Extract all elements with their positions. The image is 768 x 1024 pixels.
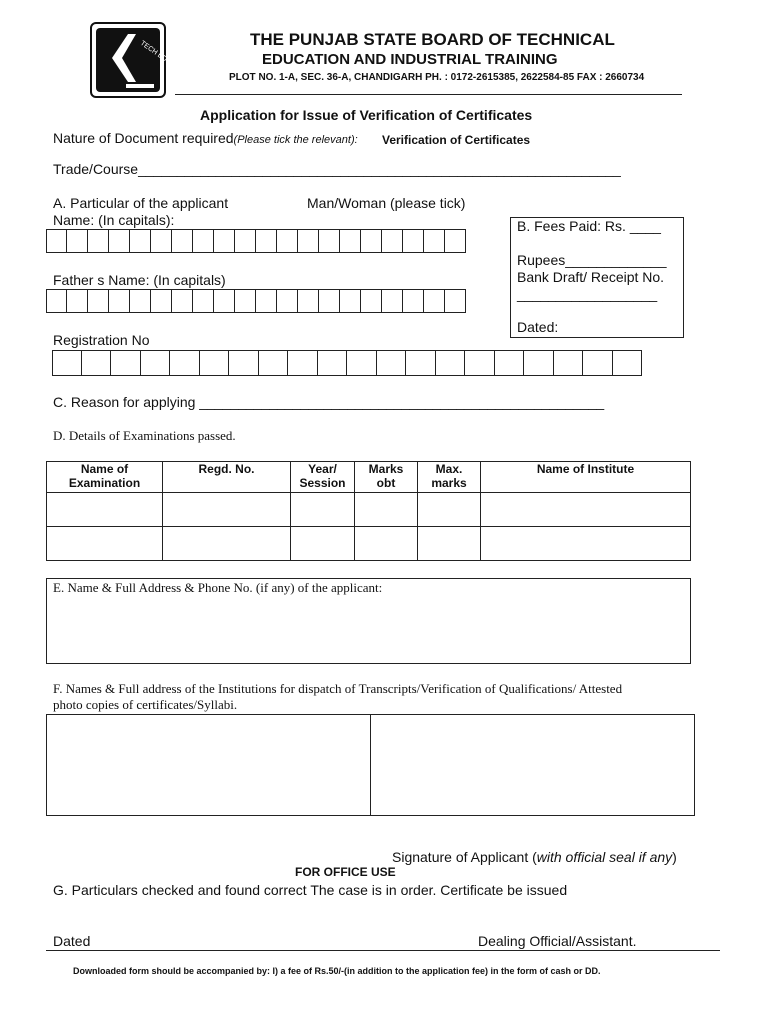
fees-box — [510, 217, 684, 338]
signature-of-applicant: Signature of Applicant (with official seal if any) — [392, 849, 677, 865]
nature-value: Verification of Certificates — [382, 133, 531, 147]
section-d-label: D. Details of Examinations passed. — [53, 428, 236, 443]
gender-selector[interactable]: Man/Woman (please tick) — [307, 195, 466, 211]
section-f-line1: F. Names & Full address of the Institutions for dispatch of Transcripts/Verification of Qualifications/ Attested — [53, 681, 623, 696]
nature-label: Nature of Document required — [53, 130, 234, 146]
name-label: Name: (In capitals): — [53, 212, 175, 228]
registration-input-cells[interactable] — [52, 350, 642, 376]
section-g-statement: G. Particulars checked and found correct The case is in order. Certificate be issued — [53, 882, 568, 898]
col-header-examination: Name of Examination — [47, 462, 163, 493]
father-name-input-cells[interactable] — [46, 289, 466, 313]
svg-text:TECH ED: TECH ED — [138, 39, 169, 64]
office-use-heading: FOR OFFICE USE — [295, 865, 396, 879]
section-f-line2: photo copies of certificates/Syllabi. — [53, 697, 238, 712]
fees-rupees[interactable]: Rupees_____________ — [517, 252, 667, 268]
dated-label: Dated — [53, 933, 91, 949]
header-title-line2: EDUCATION AND INDUSTRIAL TRAINING — [262, 51, 558, 68]
nature-hint: (Please tick the relevant): — [233, 134, 358, 146]
header-address: PLOT NO. 1-A, SEC. 36-A, CHANDIGARH PH. : 0172-2615385, 2622584-85 FAX : 2660734 — [229, 72, 645, 83]
footer-divider — [46, 950, 720, 951]
section-e-label: E. Name & Full Address & Phone No. (if any) of the applicant: — [53, 580, 383, 595]
fees-bank-draft: Bank Draft/ Receipt No. — [517, 269, 665, 285]
board-logo — [90, 22, 169, 98]
nature-of-document — [53, 130, 358, 146]
reason-field[interactable]: C. Reason for applying ____________________________________________________ — [53, 394, 605, 410]
table-row[interactable] — [47, 527, 691, 561]
form-title: Application for Issue of Verification of Certificates — [200, 107, 533, 123]
examinations-table — [46, 461, 691, 561]
dealing-official-label: Dealing Official/Assistant. — [478, 933, 637, 949]
arrow-logo-icon — [96, 28, 169, 92]
applicant-address-box[interactable] — [46, 578, 691, 664]
header-divider — [175, 94, 682, 95]
trade-course-field[interactable]: Trade/Course______________________________________________________________ — [53, 161, 621, 177]
institution-address-box-2[interactable] — [370, 714, 695, 816]
fees-dated[interactable]: Dated: — [517, 319, 559, 335]
footer-note: Downloaded form should be accompanied by: I) a fee of Rs.50/-(in addition to the application fee) in the form of cash or DD. — [73, 966, 601, 976]
section-a-label: A. Particular of the applicant — [53, 195, 229, 211]
col-header-institute: Name of Institute — [481, 462, 691, 493]
fees-paid[interactable]: B. Fees Paid: Rs. ____ — [517, 218, 661, 234]
col-header-marks-obt: Marks obt — [355, 462, 418, 493]
registration-label: Registration No — [53, 332, 150, 348]
col-header-year-session: Year/ Session — [291, 462, 355, 493]
institution-address-box-1[interactable] — [46, 714, 371, 816]
name-input-cells[interactable] — [46, 229, 466, 253]
signature-hint: with official seal if any — [536, 849, 673, 865]
col-header-regd-no: Regd. No. — [163, 462, 291, 493]
table-header-row — [47, 462, 691, 493]
father-name-label: Father s Name: (In capitals) — [53, 272, 226, 288]
fees-receipt-number[interactable]: __________________ — [517, 286, 658, 302]
header-title-line1: THE PUNJAB STATE BOARD OF TECHNICAL — [250, 30, 615, 49]
table-row[interactable] — [47, 493, 691, 527]
col-header-max-marks: Max. marks — [418, 462, 481, 493]
